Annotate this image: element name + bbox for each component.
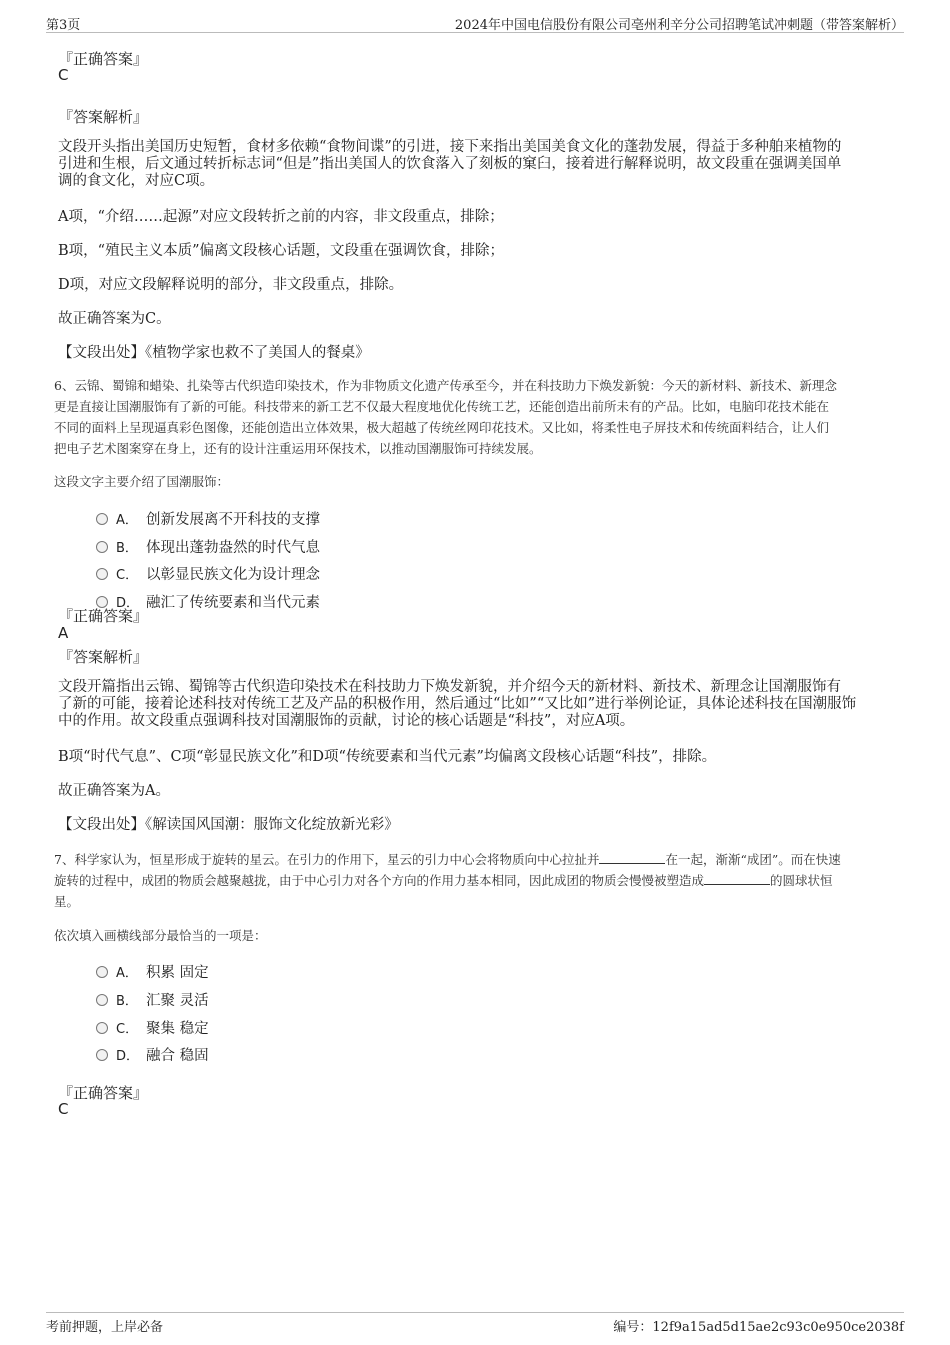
final-answer: 故正确答案为A。 — [58, 783, 170, 799]
source-citation: 【文段出处】《解读国风国潮：服饰文化绽放新光彩》 — [58, 817, 399, 833]
radio-icon[interactable] — [96, 1049, 108, 1061]
radio-icon[interactable] — [96, 1022, 108, 1034]
radio-icon[interactable] — [96, 541, 108, 553]
option-a[interactable]: A． 积累 固定 — [96, 961, 209, 981]
radio-icon[interactable] — [96, 513, 108, 525]
fill-blank — [704, 872, 770, 885]
document-code: 编号：12f9a15ad5d15ae2c93c0e950ce2038f — [613, 1320, 904, 1335]
fill-blank — [599, 851, 665, 864]
answer-value: C — [58, 66, 69, 84]
analysis-note: D项，对应文段解释说明的部分，非文段重点，排除。 — [58, 277, 404, 293]
option-c[interactable]: C． 聚集 稳定 — [96, 1017, 209, 1037]
radio-icon[interactable] — [96, 994, 108, 1006]
option-b[interactable]: B． 汇聚 灵活 — [96, 989, 209, 1009]
page-number: 第3页 — [46, 18, 81, 33]
answer-value: C — [58, 1100, 69, 1118]
document-title: 2024年中国电信股份有限公司亳州利辛分公司招聘笔试冲刺题（带答案解析） — [454, 18, 904, 33]
analysis-note: B项“时代气息”、C项“彰显民族文化”和D项“传统要素和当代元素”均偏离文段核心话题“科技”，排除。 — [58, 749, 717, 765]
question-7-prompt: 依次填入画横线部分最恰当的一项是： — [54, 928, 267, 943]
option-b[interactable]: B． 体现出蓬勃盎然的时代气息 — [96, 536, 320, 556]
question-7-text: 7、科学家认为，恒星形成于旋转的星云。在引力的作用下，星云的引力中心会将物质向中心拉扯并 在一起，渐渐“成团”。而在快速 旋转的过程中，成团的物质会越聚越拢，由于中心引力对各个方向的作用力基本相同，因此成团的物质会慢慢被塑造成 的圆球状恒 星。 — [54, 852, 841, 909]
answer-label: 『正确答案』 — [58, 50, 149, 68]
page-footer — [46, 1312, 904, 1335]
radio-icon[interactable] — [96, 568, 108, 580]
analysis-note: A项，“介绍……起源”对应文段转折之前的内容，非文段重点，排除； — [58, 209, 504, 225]
option-d[interactable]: D． 融汇了传统要素和当代元素 — [96, 591, 320, 611]
answer-label: 『正确答案』 — [58, 607, 149, 625]
final-answer: 故正确答案为C。 — [58, 311, 171, 327]
analysis-paragraph: 文段开篇指出云锦、蜀锦等古代织造印染技术在科技助力下焕发新貌，并介绍今天的新材料、新技术、新理念让国潮服饰有 了新的可能，接着论述科技对传统工艺及产品的积极作用，然后通过“比如”“又比如”进行举例论证，具体论述科技在国潮服饰 中的作用。故文段重点强调科技对国潮服饰的贡献，讨论的核心话题是“科技”，对应A项。 — [58, 679, 857, 729]
option-d[interactable]: D． 融合 稳固 — [96, 1044, 209, 1064]
analysis-label: 『答案解析』 — [58, 108, 149, 126]
question-6-prompt: 这段文字主要介绍了国潮服饰： — [54, 474, 230, 489]
option-c[interactable]: C． 以彰显民族文化为设计理念 — [96, 563, 320, 583]
question-6-text: 6、云锦、蜀锦和蜡染、扎染等古代织造印染技术，作为非物质文化遗产传承至今，并在科技助力下焕发新貌：今天的新材料、新技术、新理念 更是直接让国潮服饰有了新的可能。科技带来的新工艺不仅最大程度地优化传统工艺，还能创造出前所未有的产品。比如，电脑印花技术能在 不同的面料上呈现逼真彩色图像，还能创造出立体效果，极大超越了传统丝网印花技术。又比如，将柔性电子屏技术和传统面料结合，让人们 把电子艺术图案穿在身上，还有的设计注重运用环保技术，以推动国潮服饰可持续发展。 — [54, 378, 837, 456]
answer-label: 『正确答案』 — [58, 1084, 149, 1102]
footer-slogan: 考前押题，上岸必备 — [46, 1320, 164, 1335]
source-citation: 【文段出处】《植物学家也救不了美国人的餐桌》 — [58, 345, 370, 361]
answer-value: A — [58, 624, 69, 642]
analysis-label: 『答案解析』 — [58, 648, 149, 666]
radio-icon[interactable] — [96, 966, 108, 978]
analysis-note: B项，“殖民主义本质”偏离文段核心话题，文段重在强调饮食，排除； — [58, 243, 504, 259]
page-header — [46, 12, 904, 33]
option-a[interactable]: A． 创新发展离不开科技的支撑 — [96, 508, 320, 528]
analysis-paragraph: 文段开头指出美国历史短暂，食材多依赖“食物间谍”的引进，接下来指出美国美食文化的蓬勃发展，得益于多种舶来植物的 引进和生根，后文通过转折标志词“但是”指出美国人的饮食落入了刻板的窠臼，接着进行解释说明，故文段重在强调美国单 调的食文化，对应C项。 — [58, 139, 842, 189]
